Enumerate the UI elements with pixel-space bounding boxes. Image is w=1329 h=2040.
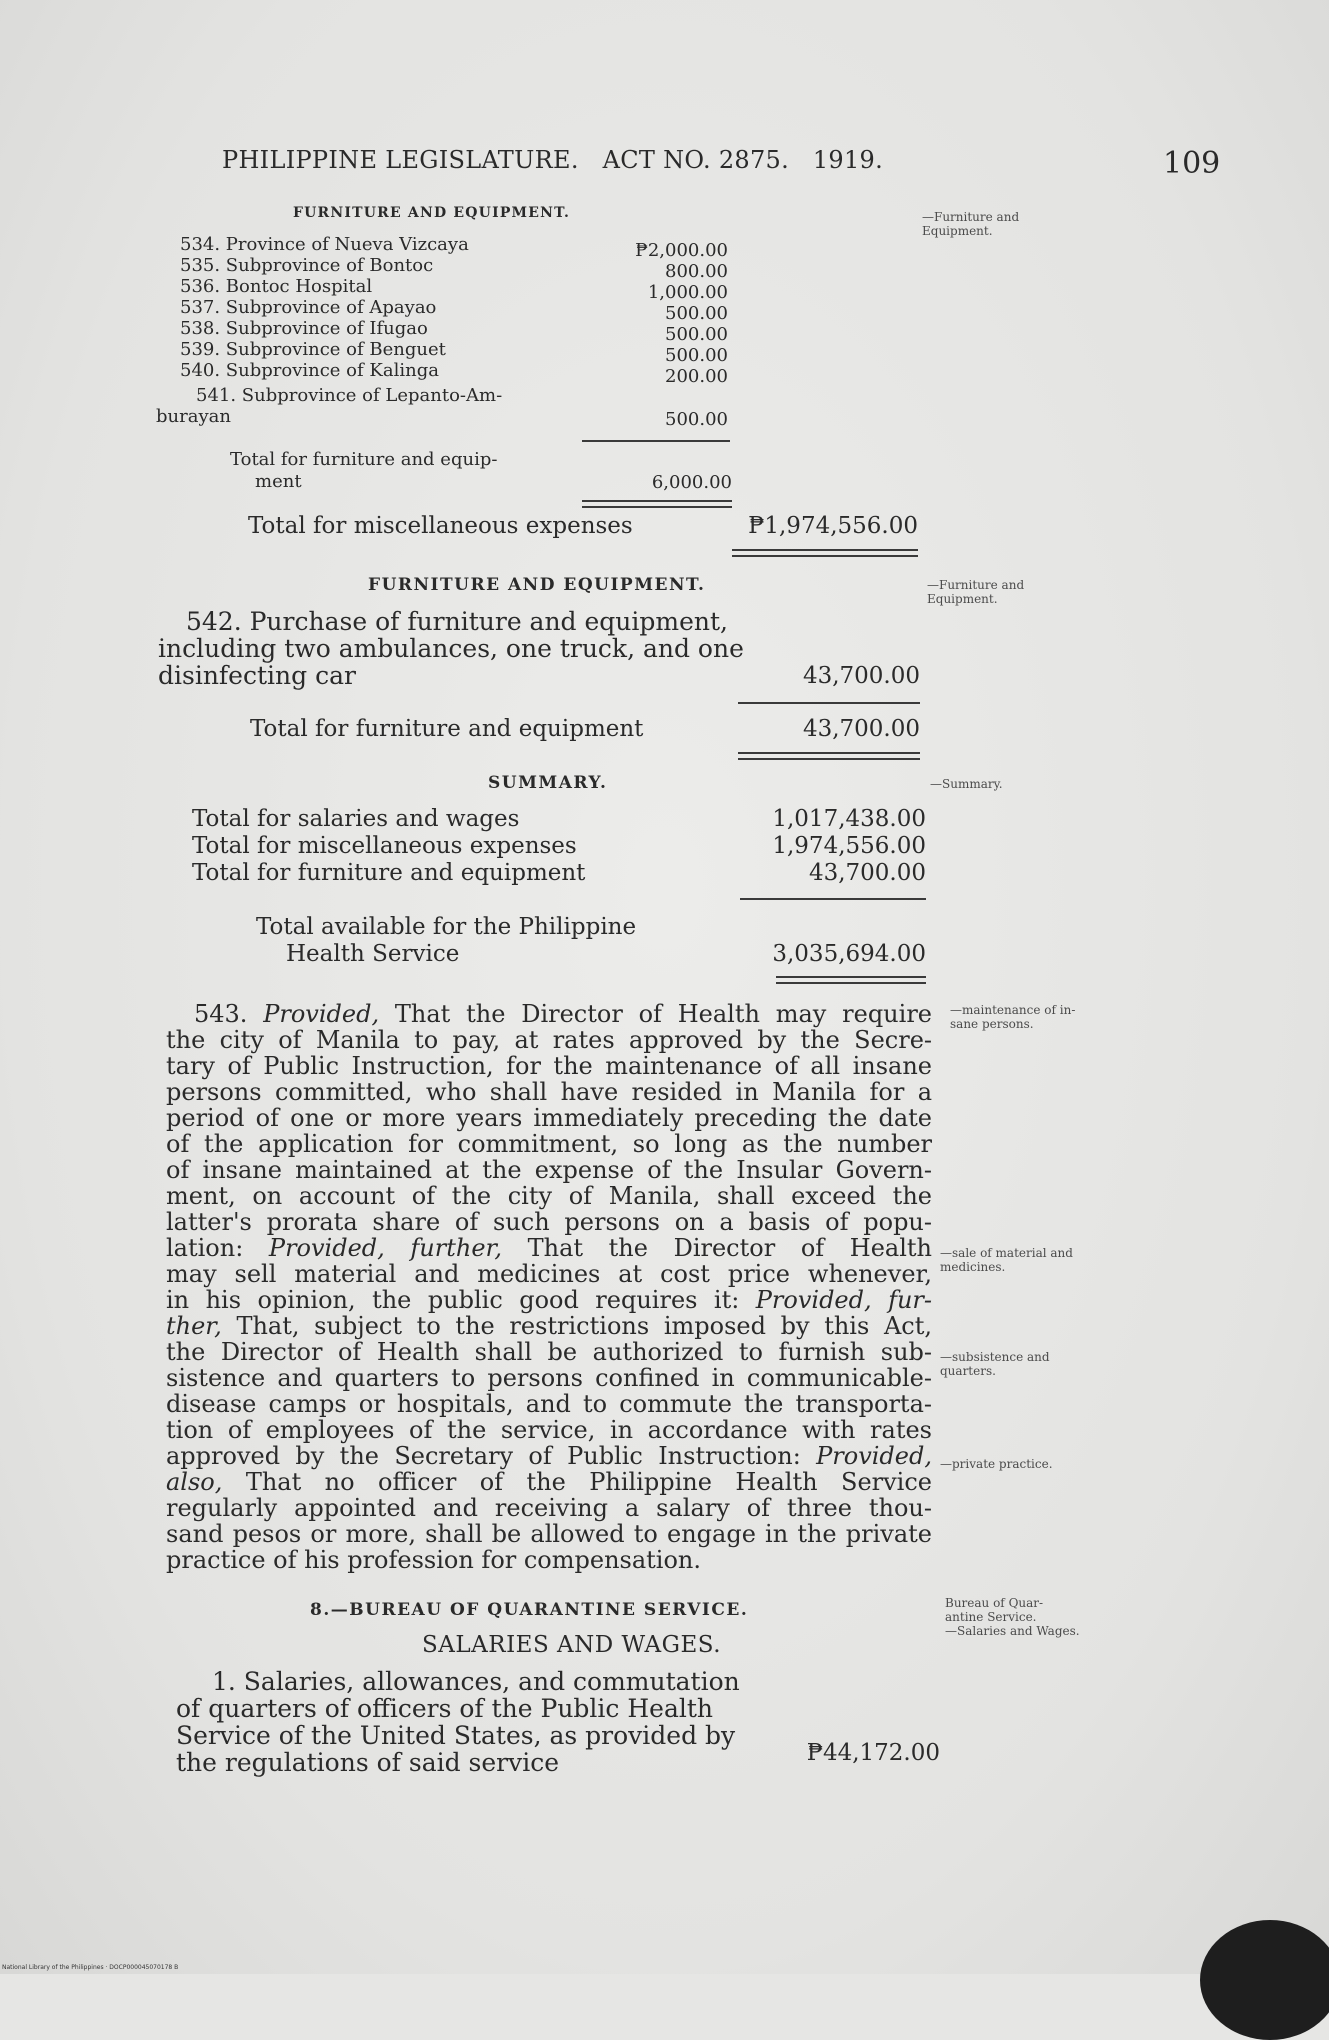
section8-subheading: SALARIES AND WAGES.	[422, 1632, 722, 1658]
section1-total-line2: ment	[255, 471, 302, 492]
paragraph-line: tary of Public Instruction, for the maintenance of all insane	[166, 1052, 932, 1080]
paragraph-line: sand pesos or more, shall be allowed to engage in the private	[166, 1520, 932, 1548]
list-item: 537. Subprovince of Apayao	[180, 297, 437, 318]
item-541-line1: 541. Subprovince of Lepanto-Am-	[196, 385, 503, 406]
section2-total-label: Total for furniture and equipment	[250, 716, 644, 742]
summary-row-amount: 1,017,438.00	[772, 806, 926, 832]
paragraph-line: in his opinion, the public good requires it: Provided, fur-	[166, 1286, 932, 1314]
list-item-amount: 1,000.00	[647, 282, 728, 303]
paragraph-line: lation: Provided, further, That the Director of Health	[166, 1234, 932, 1262]
header-act: ACT NO. 2875.	[602, 146, 790, 174]
running-header	[222, 146, 883, 174]
item-542-amount: 43,700.00	[802, 663, 920, 689]
scan-artifact	[1200, 1920, 1329, 2040]
list-item-amount: 800.00	[665, 261, 728, 282]
summary-row-amount: 43,700.00	[808, 860, 926, 886]
section2-side-note: —Furniture and Equipment.	[927, 578, 1025, 606]
summary-row-label: Total for furniture and equipment	[192, 860, 586, 886]
paragraph-line: persons committed, who shall have resided in Manila for a	[166, 1078, 932, 1106]
item-542-line2: including two ambulances, one truck, and one	[158, 634, 744, 663]
paragraph-543	[166, 1001, 932, 1573]
list-item-amount: 200.00	[665, 366, 728, 387]
paragraph-line: disease camps or hospitals, and to commute the transporta-	[166, 1390, 932, 1418]
side-note-subsistence: —subsistence and quarters.	[940, 1350, 1050, 1378]
list-item-amount: 500.00	[665, 324, 728, 345]
double-rule	[738, 752, 920, 760]
paragraph-line: approved by the Secretary of Public Instruction: Provided,	[166, 1442, 932, 1470]
list-item-amount: 500.00	[665, 303, 728, 324]
header-legislature: PHILIPPINE LEGISLATURE.	[222, 146, 579, 174]
paragraph-line: sistence and quarters to persons confined in communicable-	[166, 1364, 932, 1392]
paragraph-line: 543. Provided, That the Director of Health may require	[194, 1000, 932, 1028]
list-item: 539. Subprovince of Benguet	[180, 339, 446, 360]
paragraph-line: of insane maintained at the expense of the Insular Govern-	[166, 1156, 932, 1184]
list-item: 534. Province of Nueva Vizcaya	[180, 234, 469, 255]
section2-total-amount: 43,700.00	[802, 716, 920, 742]
section8-item-line: the regulations of said service	[176, 1748, 560, 1777]
paragraph-line: regularly appointed and receiving a salary of three thou-	[166, 1494, 932, 1522]
misc-total-label: Total for miscellaneous expenses	[248, 513, 633, 539]
paragraph-line: the Director of Health shall be authorized to furnish sub-	[166, 1338, 932, 1366]
double-rule	[732, 549, 918, 557]
list-item-amount: ₱2,000.00	[635, 240, 728, 261]
paragraph-line: tion of employees of the service, in accordance with rates	[166, 1416, 932, 1444]
section1-total-amount: 6,000.00	[651, 472, 732, 493]
item-542-line1: 542. Purchase of furniture and equipment,	[186, 607, 729, 636]
section8-side-note: Bureau of Quar- antine Service. —Salaries and Wages.	[945, 1596, 1080, 1638]
double-rule	[582, 500, 732, 508]
paragraph-line: ment, on account of the city of Manila, shall exceed the	[166, 1182, 932, 1210]
section8-item-line: Service of the United States, as provided by	[176, 1721, 736, 1750]
section1-heading: FURNITURE AND EQUIPMENT.	[293, 205, 571, 221]
scan-footer: National Library of the Philippines · DOCP000045070178 B	[2, 1964, 179, 1971]
divider	[738, 702, 920, 704]
summary-grand-line2: Health Service	[286, 941, 460, 967]
divider	[582, 440, 730, 442]
misc-total-amount: ₱1,974,556.00	[748, 513, 918, 539]
paragraph-line: ther, That, subject to the restrictions imposed by this Act,	[166, 1312, 932, 1340]
item-541-line2: burayan	[156, 406, 231, 427]
paragraph-line: the city of Manila to pay, at rates approved by the Secre-	[166, 1026, 932, 1054]
summary-heading: SUMMARY.	[488, 773, 608, 793]
paragraph-line: latter's prorata share of such persons on a basis of popu-	[166, 1208, 932, 1236]
paragraph-line: may sell material and medicines at cost price whenever,	[166, 1260, 932, 1288]
summary-row-label: Total for salaries and wages	[192, 806, 520, 832]
list-item: 536. Bontoc Hospital	[180, 276, 373, 297]
section8-item-line: of quarters of officers of the Public Health	[176, 1694, 714, 1723]
item-541-amount: 500.00	[665, 409, 728, 430]
section2-heading: FURNITURE AND EQUIPMENT.	[368, 575, 706, 595]
section1-side-note: —Furniture and Equipment.	[922, 210, 1020, 238]
section8-item-line: 1. Salaries, allowances, and commutation	[212, 1667, 740, 1696]
summary-grand-amount: 3,035,694.00	[772, 941, 926, 967]
item-542-line3: disinfecting car	[158, 661, 356, 690]
list-item-amount: 500.00	[665, 345, 728, 366]
paragraph-line: practice of his profession for compensation.	[166, 1546, 702, 1574]
header-year: 1919.	[812, 146, 884, 174]
summary-row-label: Total for miscellaneous expenses	[192, 833, 577, 859]
side-note-sale: —sale of material and medicines.	[940, 1246, 1073, 1274]
section8-heading: 8.—BUREAU OF QUARANTINE SERVICE.	[310, 1600, 749, 1620]
paragraph-line: of the application for commitment, so long as the number	[166, 1130, 932, 1158]
double-rule	[776, 976, 926, 984]
list-item: 535. Subprovince of Bontoc	[180, 255, 434, 276]
paragraph-line: period of one or more years immediately preceding the date	[166, 1104, 932, 1132]
summary-grand-line1: Total available for the Philippine	[256, 914, 637, 940]
side-note-maintenance: —maintenance of in- sane persons.	[950, 1003, 1076, 1031]
paragraph-line: also, That no officer of the Philippine Health Service	[166, 1468, 932, 1496]
page-number: 109	[1163, 146, 1221, 181]
section1-total-line1: Total for furniture and equip-	[230, 449, 498, 470]
list-item: 538. Subprovince of Ifugao	[180, 318, 428, 339]
summary-side-note: —Summary.	[930, 777, 1003, 791]
section8-item-amount: ₱44,172.00	[806, 1740, 940, 1766]
summary-row-amount: 1,974,556.00	[772, 833, 926, 859]
list-item: 540. Subprovince of Kalinga	[180, 360, 439, 381]
side-note-private: —private practice.	[940, 1457, 1053, 1471]
divider	[740, 898, 926, 900]
